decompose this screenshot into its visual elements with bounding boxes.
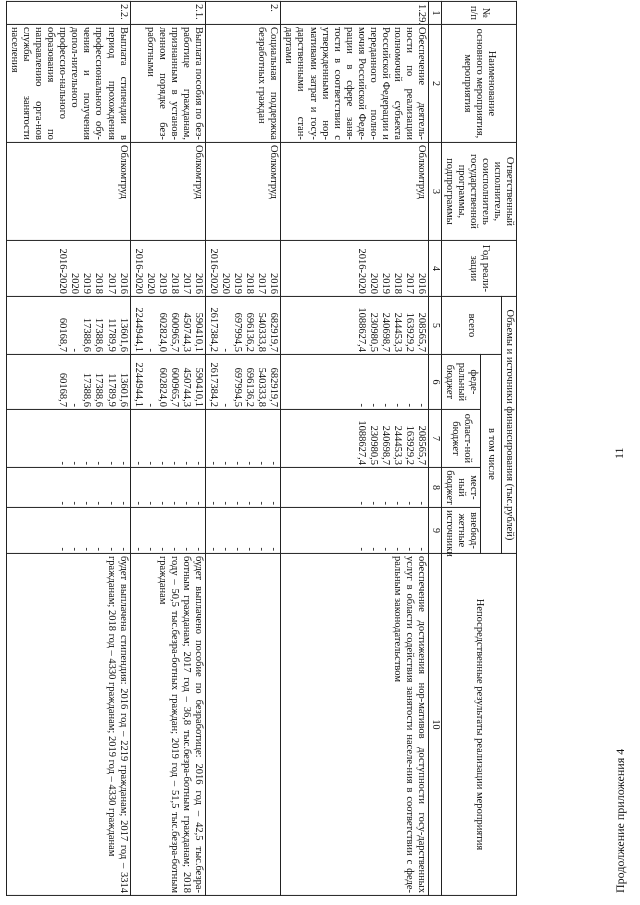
row-extra-value: - xyxy=(168,547,180,551)
row-federal xyxy=(206,354,281,409)
row-federal-value: 450744,3 xyxy=(180,367,192,407)
table-row xyxy=(281,1,429,895)
row-years-value: 2016 xyxy=(117,272,129,294)
row-years-value: 2020 xyxy=(220,272,232,294)
row-extra xyxy=(130,507,205,553)
row-total-value: 17388,6 xyxy=(81,317,93,352)
column-number: 3 xyxy=(429,142,442,240)
row-regional-value: 240698,7 xyxy=(379,425,391,465)
column-number: 6 xyxy=(429,354,442,409)
row-total-value: 590410,1 xyxy=(193,312,204,352)
row-total-value: 600965,7 xyxy=(168,312,180,352)
row-federal-value: 696136,2 xyxy=(244,367,256,407)
row-federal-value: 590410,1 xyxy=(193,367,204,407)
row-federal xyxy=(130,354,205,409)
header-extra: внебюд-жетные источники xyxy=(441,507,480,553)
row-federal-value: 60168,7 xyxy=(57,372,69,407)
row-federal-value: 2244944,1 xyxy=(132,362,144,407)
row-total-value: 682919,7 xyxy=(268,312,280,352)
header-total: всего xyxy=(441,296,501,354)
row-local-value: - xyxy=(392,501,403,505)
row-federal-value: 2617384,2 xyxy=(208,362,220,407)
row-years-value: 2018 xyxy=(392,272,403,294)
row-extra-value: - xyxy=(180,547,192,551)
column-number: 7 xyxy=(429,409,442,467)
row-regional xyxy=(7,409,131,467)
row-extra-value: - xyxy=(256,547,268,551)
row-federal-value: 682919,7 xyxy=(268,367,280,407)
row-extra-value: - xyxy=(144,547,156,551)
row-local-value: - xyxy=(416,501,428,505)
row-years-value: 2017 xyxy=(105,272,117,294)
row-local-value: - xyxy=(220,501,232,505)
row-years-value: 2017 xyxy=(180,272,192,294)
row-total xyxy=(281,296,429,354)
row-regional-value: - xyxy=(156,461,168,465)
row-local-value: - xyxy=(232,501,244,505)
row-total-value: 208565,7 xyxy=(416,312,428,352)
row-local-value: - xyxy=(93,501,105,505)
row-federal-value: - xyxy=(69,403,81,407)
row-total-value: 450744,3 xyxy=(180,312,192,352)
row-total xyxy=(206,296,281,354)
row-local-value: - xyxy=(81,501,93,505)
row-years-value: 2019 xyxy=(232,272,244,294)
row-regional-value: - xyxy=(81,461,93,465)
row-federal-value: 697994,5 xyxy=(232,367,244,407)
row-local xyxy=(206,467,281,507)
row-number: 2.2. xyxy=(7,1,131,24)
header-name: Наименование основного мероприятия, мероприятия xyxy=(441,24,516,142)
row-federal xyxy=(7,354,131,409)
row-total-value: 602824,0 xyxy=(156,312,168,352)
row-regional-value: - xyxy=(244,461,256,465)
row-name: Социальная поддержка безработных граждан xyxy=(206,24,281,142)
column-numbers-row xyxy=(429,1,442,895)
row-extra-value: - xyxy=(268,547,280,551)
row-regional-value: - xyxy=(144,461,156,465)
row-years xyxy=(206,240,281,296)
header-no: № п/п xyxy=(441,1,516,24)
row-regional-value: - xyxy=(168,461,180,465)
row-extra-value: - xyxy=(105,547,117,551)
table-row xyxy=(7,1,131,895)
row-total-value: 60168,7 xyxy=(57,317,69,352)
row-regional xyxy=(206,409,281,467)
row-federal-value: 11789,9 xyxy=(105,373,117,407)
row-result: будет выплачена стипендия: 2016 год – 2219 гражданам; 2017 год – 3314 гражданам; 2018 год – 4330 гражданам; 2019 год – 4330 гражданам xyxy=(7,554,131,896)
row-years-value: 2016 xyxy=(416,272,428,294)
header-year: Год реали-зации xyxy=(441,240,516,296)
row-total-value: - xyxy=(69,348,81,352)
row-total-value: 230980,5 xyxy=(367,312,379,352)
column-number: 10 xyxy=(429,554,442,896)
row-local-value: - xyxy=(144,501,156,505)
row-extra-value: - xyxy=(156,547,168,551)
row-extra-value: - xyxy=(69,547,81,551)
row-extra xyxy=(7,507,131,553)
row-result xyxy=(206,554,281,896)
page-number: 11 xyxy=(612,447,626,459)
table-row xyxy=(206,1,281,895)
row-extra-value: - xyxy=(416,547,428,551)
table-row xyxy=(130,1,205,895)
row-number: 2. xyxy=(206,1,281,24)
row-extra-value: - xyxy=(57,547,69,551)
column-number: 2 xyxy=(429,24,442,142)
row-federal-value: 540333,8 xyxy=(256,367,268,407)
row-total-value: - xyxy=(220,348,232,352)
row-extra-value: - xyxy=(132,547,144,551)
row-extra-value: - xyxy=(117,547,129,551)
row-local-value: - xyxy=(355,501,367,505)
table-body xyxy=(7,1,429,895)
row-regional-value: - xyxy=(220,461,232,465)
row-federal-value: 13601,6 xyxy=(117,372,129,407)
column-number: 1 xyxy=(429,1,442,24)
row-federal-value: - xyxy=(144,403,156,407)
row-local-value: - xyxy=(132,501,144,505)
row-local-value: - xyxy=(105,501,117,505)
row-years-value: 2018 xyxy=(168,272,180,294)
row-local-value: - xyxy=(208,501,220,505)
row-federal-value: 602824,0 xyxy=(156,367,168,407)
row-local-value: - xyxy=(244,501,256,505)
row-years-value: 2016-2020 xyxy=(208,248,220,294)
row-total-value: 11789,9 xyxy=(105,318,117,352)
row-regional-value: - xyxy=(208,461,220,465)
row-local xyxy=(7,467,131,507)
row-extra-value: - xyxy=(208,547,220,551)
row-total-value: 1088627,4 xyxy=(355,307,367,352)
row-regional-value: - xyxy=(256,461,268,465)
row-extra-value: - xyxy=(220,547,232,551)
row-total-value: 240698,7 xyxy=(379,312,391,352)
row-years-value: 2016 xyxy=(268,272,280,294)
row-extra-value: - xyxy=(404,547,416,551)
row-total-value: 163929,2 xyxy=(404,312,416,352)
row-total-value: 244453,3 xyxy=(392,312,403,352)
row-years-value: 2020 xyxy=(69,272,81,294)
row-number: 1.29. xyxy=(281,1,429,24)
row-executor: Облкомтруд xyxy=(206,142,281,240)
row-years-value: 2016-2020 xyxy=(355,248,367,294)
row-federal-value: - xyxy=(379,403,391,407)
header-local: мест-ный бюджет xyxy=(441,467,480,507)
row-years-value: 2020 xyxy=(367,272,379,294)
row-extra xyxy=(206,507,281,553)
row-years-value: 2017 xyxy=(404,272,416,294)
row-regional-value: - xyxy=(193,461,204,465)
row-local-value: - xyxy=(404,501,416,505)
row-federal-value: - xyxy=(367,403,379,407)
row-years xyxy=(281,240,429,296)
row-total xyxy=(7,296,131,354)
row-local-value: - xyxy=(168,501,180,505)
row-federal-value: - xyxy=(404,403,416,407)
row-years-value: 2018 xyxy=(244,272,256,294)
row-federal-value: - xyxy=(392,403,403,407)
row-name: Обеспечение деятель-ности по реализации полномочий субъекта Российской Федерации и переданного полно-мочия Российской Феде-рации в сфере заня-тости в соответствии с утвержденными нор-мативами затрат и госу-дарственными стан-дартами xyxy=(281,24,429,142)
row-name: Выплата пособия по без-работице гражданам, признанным в установ-ленном порядке без-работными xyxy=(130,24,205,142)
row-federal-value: - xyxy=(416,403,428,407)
row-years-value: 2020 xyxy=(144,272,156,294)
row-executor: Облкомтруд xyxy=(281,142,429,240)
row-regional-value: - xyxy=(93,461,105,465)
row-local-value: - xyxy=(367,501,379,505)
header-funding: Объемы и источники финансирования (тыс.рублей) xyxy=(501,296,516,553)
row-regional-value: 230980,5 xyxy=(367,425,379,465)
row-regional-value: - xyxy=(105,461,117,465)
row-result: обеспечение достижения нор-мативов доступности госу-дарственных услуг в области содействия занятости населе-ния в соответствии с феде-ральным законодательством xyxy=(281,554,429,896)
row-extra-value: - xyxy=(193,547,204,551)
row-local-value: - xyxy=(117,501,129,505)
row-local-value: - xyxy=(180,501,192,505)
header-federal: феде-ральный бюджет xyxy=(441,354,480,409)
row-federal-value: 17388,6 xyxy=(81,372,93,407)
row-years-value: 2019 xyxy=(156,272,168,294)
row-total-value: 540333,8 xyxy=(256,312,268,352)
row-total-value: - xyxy=(144,348,156,352)
row-federal-value: 600965,7 xyxy=(168,367,180,407)
row-extra-value: - xyxy=(81,547,93,551)
row-total-value: 2244944,1 xyxy=(132,307,144,352)
row-local-value: - xyxy=(268,501,280,505)
row-total-value: 696136,2 xyxy=(244,312,256,352)
row-executor: Облкомтруд xyxy=(7,142,131,240)
row-years-value: 2017 xyxy=(256,272,268,294)
row-local-value: - xyxy=(256,501,268,505)
row-result: будет выплачено пособие по безработице: 2016 год – 42,5 тыс.безра-ботным гражданам; 2017 год – 36,8 тыс.безра-ботным гражданам; 2018 году – 50,5 тыс.безра-ботных граждан; 2019 год – 51,5 тыс.безра-ботным гражданам xyxy=(130,554,205,896)
column-number: 9 xyxy=(429,507,442,553)
row-local-value: - xyxy=(156,501,168,505)
column-number: 4 xyxy=(429,240,442,296)
header-regional: област-ной бюджет xyxy=(441,409,480,467)
row-years xyxy=(130,240,205,296)
row-federal-value: - xyxy=(220,403,232,407)
column-number: 8 xyxy=(429,467,442,507)
row-regional-value: - xyxy=(69,461,81,465)
row-regional-value: 163929,2 xyxy=(404,425,416,465)
row-total-value: 13601,6 xyxy=(117,317,129,352)
row-regional-value: - xyxy=(180,461,192,465)
row-name: Выплата стипендии в период прохождения профессионального обу-чения и получения допол-нительного профессио-нального образования по направлению орга-нов службы занятости населения xyxy=(7,24,131,142)
row-regional xyxy=(130,409,205,467)
row-regional-value: 244453,3 xyxy=(392,425,403,465)
row-total-value: 697994,5 xyxy=(232,312,244,352)
row-number: 2.1. xyxy=(130,1,205,24)
row-extra-value: - xyxy=(379,547,391,551)
row-extra-value: - xyxy=(232,547,244,551)
column-number: 5 xyxy=(429,296,442,354)
header-incl: в том числе xyxy=(480,354,501,553)
row-total-value: 2617384,2 xyxy=(208,307,220,352)
row-years-value: 2016-2020 xyxy=(132,248,144,294)
header-executor: Ответственный исполнитель, соисполнитель государственной программы, подпрограммы xyxy=(441,142,516,240)
row-extra-value: - xyxy=(367,547,379,551)
row-regional-value: - xyxy=(132,461,144,465)
row-local xyxy=(281,467,429,507)
row-local-value: - xyxy=(69,501,81,505)
row-years-value: 2018 xyxy=(93,272,105,294)
row-total-value: 17388,6 xyxy=(93,317,105,352)
row-regional-value: 1088627,4 xyxy=(355,420,367,465)
row-extra-value: - xyxy=(392,547,403,551)
header-result: Непосредственные результаты реализации мероприятия xyxy=(441,554,516,896)
row-extra-value: - xyxy=(355,547,367,551)
row-local-value: - xyxy=(57,501,69,505)
row-regional-value: - xyxy=(268,461,280,465)
row-regional-value: 208565,7 xyxy=(416,425,428,465)
row-federal-value: 17388,6 xyxy=(93,372,105,407)
row-years-value: 2019 xyxy=(81,272,93,294)
row-regional-value: - xyxy=(57,461,69,465)
row-local-value: - xyxy=(379,501,391,505)
row-local-value: - xyxy=(193,501,204,505)
annex-title: Продолжение приложения 4 xyxy=(613,748,627,893)
row-extra xyxy=(281,507,429,553)
row-total xyxy=(130,296,205,354)
row-years xyxy=(7,240,131,296)
row-federal xyxy=(281,354,429,409)
row-executor: Облкомтруд xyxy=(130,142,205,240)
row-regional-value: - xyxy=(117,461,129,465)
row-years-value: 2016-2020 xyxy=(57,248,69,294)
row-years-value: 2016 xyxy=(193,272,204,294)
row-federal-value: - xyxy=(355,403,367,407)
row-extra-value: - xyxy=(244,547,256,551)
row-extra-value: - xyxy=(93,547,105,551)
funding-table xyxy=(6,1,517,896)
row-regional-value: - xyxy=(232,461,244,465)
row-years-value: 2019 xyxy=(379,272,391,294)
row-local xyxy=(130,467,205,507)
row-regional xyxy=(281,409,429,467)
